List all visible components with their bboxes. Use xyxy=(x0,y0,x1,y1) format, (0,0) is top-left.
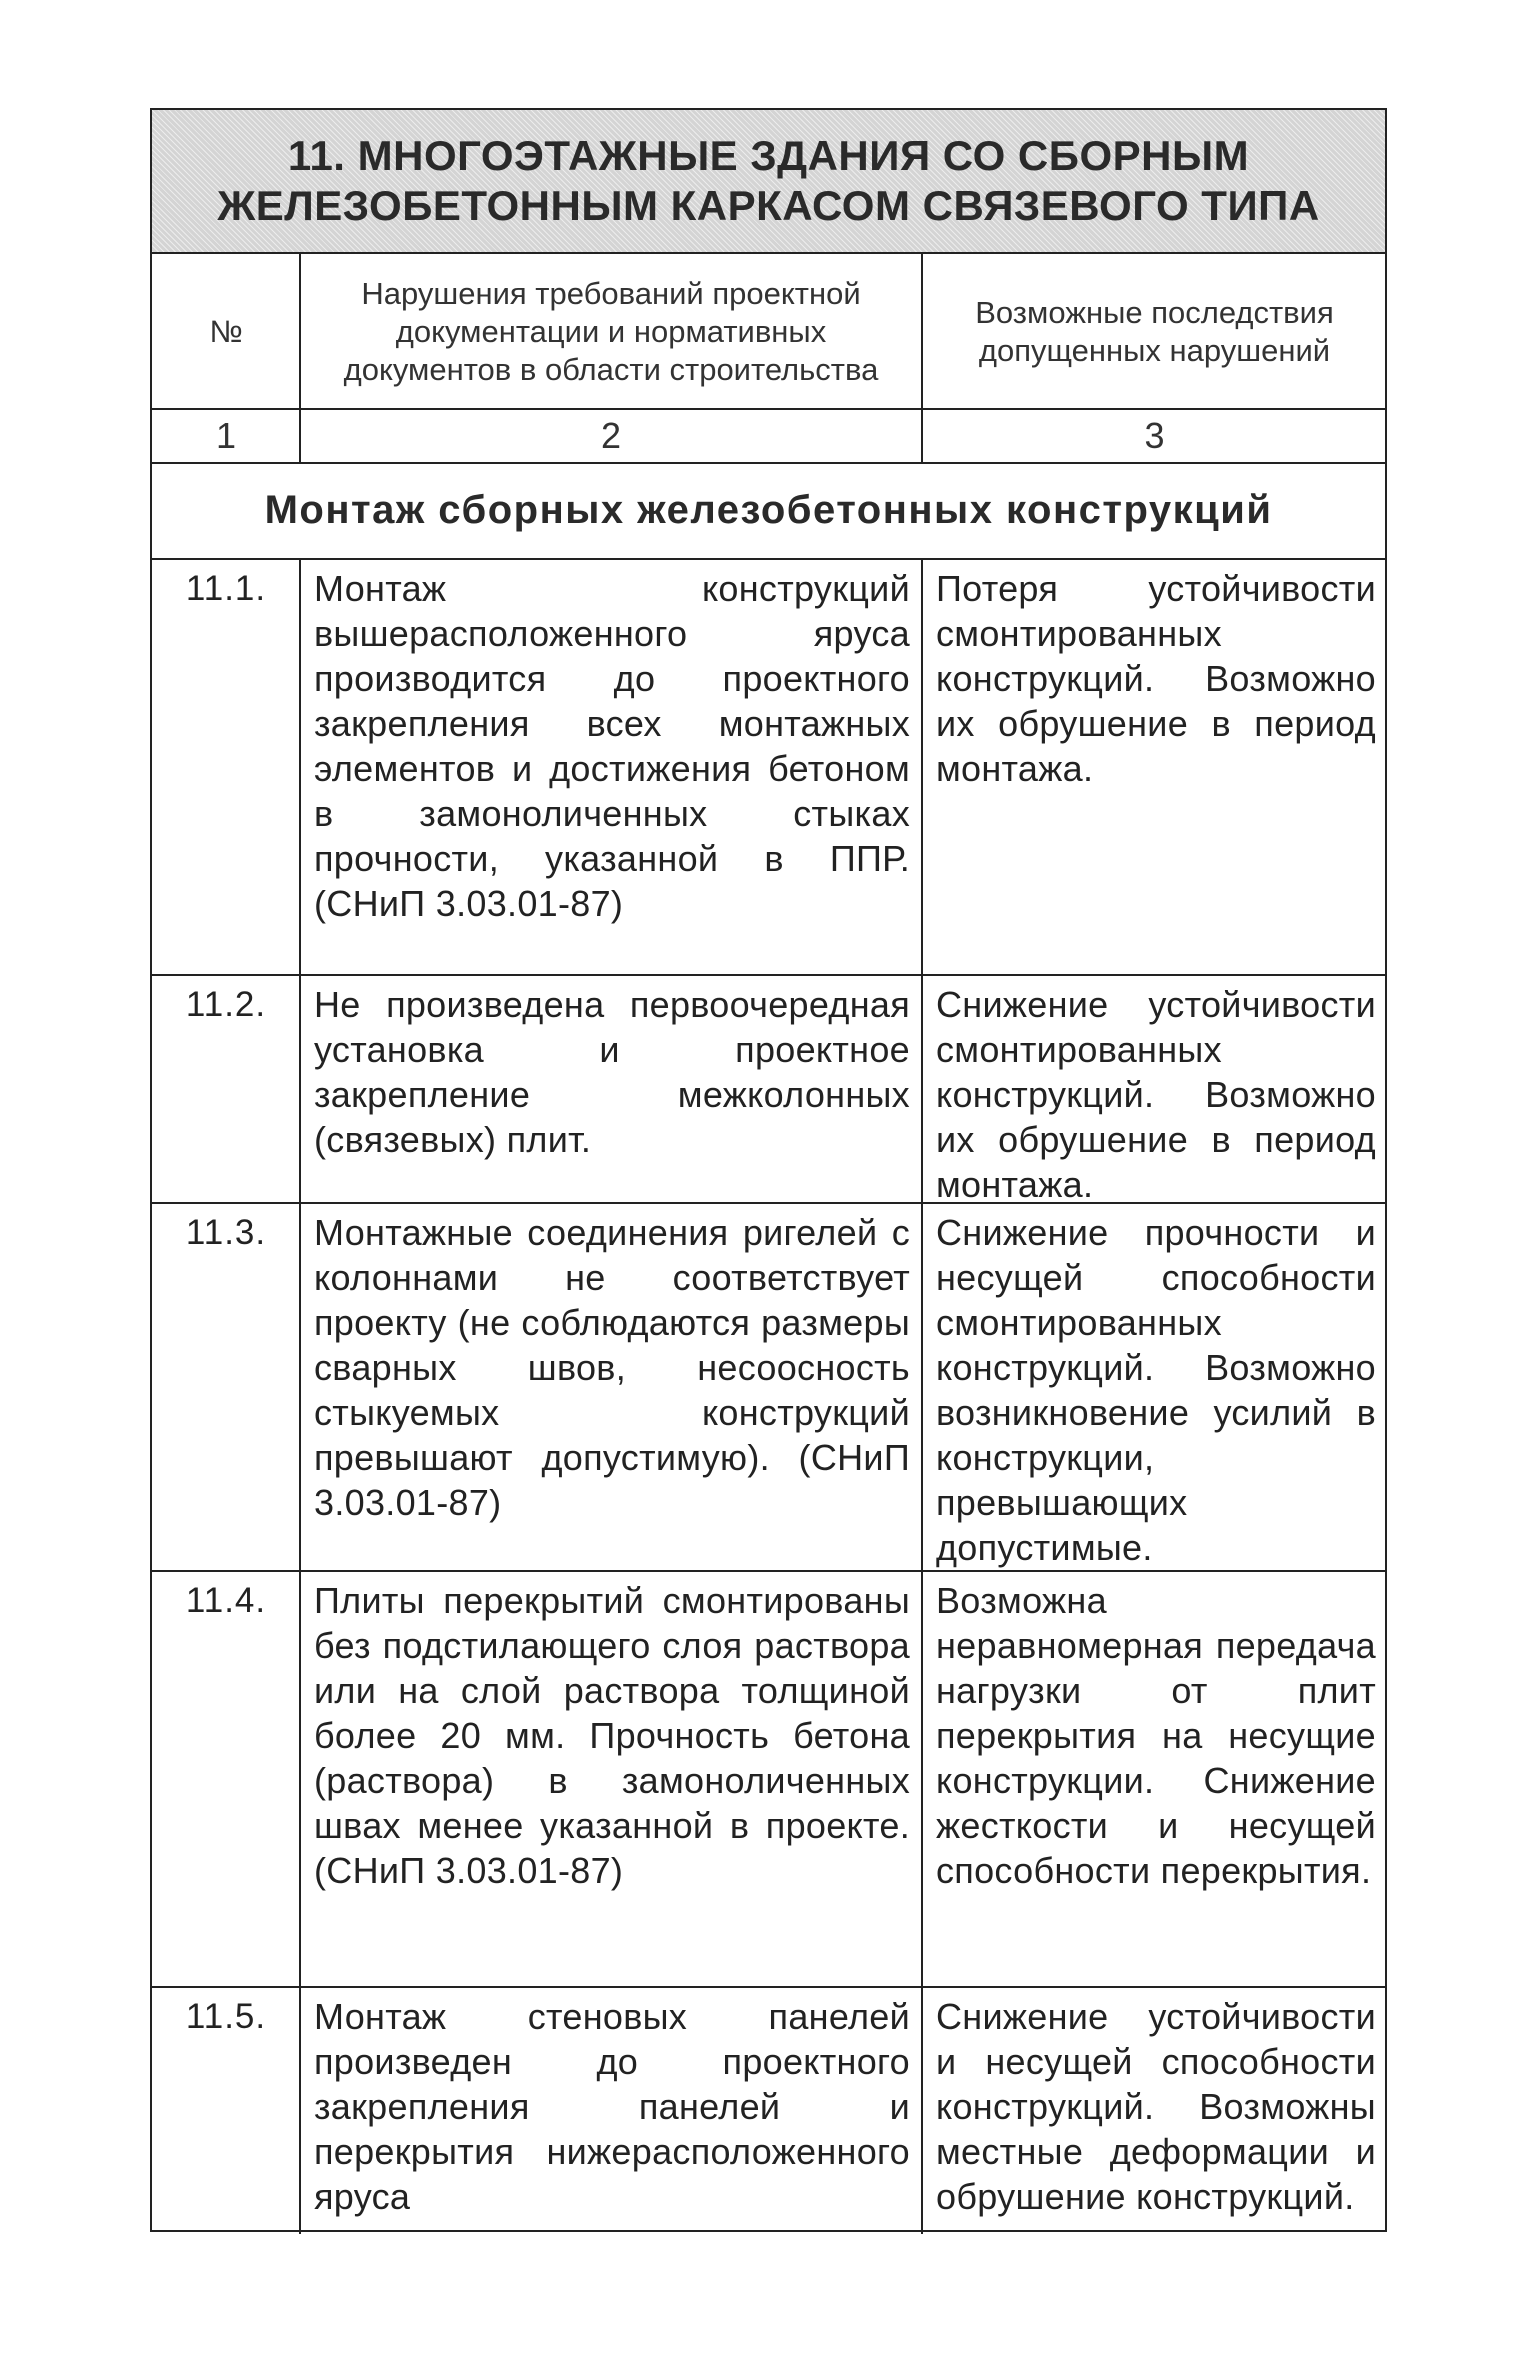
section-divider xyxy=(152,558,1385,560)
row-violation: Монтаж стеновых панелей произведен до проектного закрепления панелей и перекрытия нижерасположенного яруса xyxy=(314,1996,910,2217)
row-consequence: Снижение устойчивости смонтированных конструкций. Возможно их обрушение в период монтажа. xyxy=(936,984,1376,1205)
row-violation: Монтаж конструкций вышерасположенного яруса производится до проектного закрепления всех монтажных элементов и достижения бетоном в замоноличенных стыках прочности, указанной в ППР. (СНиП 3.03.01-87) xyxy=(314,568,910,924)
index-divider xyxy=(152,462,1385,464)
row-consequence: Возможна неравномерная передача нагрузки от плит перекрытия на несущие конструкции. Снижение жесткости и несущей способности перекрытия. xyxy=(936,1580,1376,1891)
header-num: № xyxy=(209,314,243,349)
row-violation: Не произведена первоочередная установка и проектное закрепление межколонных (связевых) плит. xyxy=(314,984,910,1160)
row-number: 11.2. xyxy=(185,985,267,1024)
header-violations: Нарушения требований проектной документации и нормативных документов в области строительства xyxy=(343,276,879,387)
regulation-table xyxy=(150,108,1387,2232)
row-number: 11.5. xyxy=(185,1997,267,2036)
row-divider xyxy=(152,974,1385,976)
row-divider xyxy=(152,1570,1385,1572)
body-col-divider-1 xyxy=(299,558,301,2234)
header-col-divider-2 xyxy=(921,254,923,462)
section-title: Монтаж сборных железобетонных конструкций xyxy=(264,488,1273,532)
column-index-3: 3 xyxy=(1144,415,1165,456)
body-col-divider-2 xyxy=(921,558,923,2234)
row-number: 11.1. xyxy=(185,569,267,608)
row-violation: Плиты перекрытий смонтированы без подстилающего слоя раствора или на слой раствора толщиной более 20 мм. Прочность бетона (раствора) в замоноличенных швах менее указанной в проекте. (СНиП 3.03.01-87) xyxy=(314,1580,910,1891)
table-title-line-2: ЖЕЛЕЗОБЕТОННЫМ КАРКАСОМ СВЯЗЕВОГО ТИПА xyxy=(217,182,1320,229)
header-consequences: Возможные последствия допущенных нарушений xyxy=(975,295,1334,368)
row-consequence: Снижение устойчивости и несущей способности конструкций. Возможны местные деформации и обрушение конструкций. xyxy=(936,1996,1376,2217)
column-index-2: 2 xyxy=(600,415,622,456)
header-col-divider-1 xyxy=(299,254,301,462)
row-consequence: Снижение прочности и несущей способности смонтированных конструкций. Возможно возникновение усилий в конструкции, превышающих допустимые. xyxy=(936,1212,1376,1568)
row-violation: Монтажные соединения ригелей с колоннами не соответствует проекту (не соблюдаются размеры сварных швов, несоосность стыкуемых конструкций превышают допустимую). (СНиП 3.03.01-87) xyxy=(314,1212,910,1523)
row-number: 11.3. xyxy=(185,1213,267,1252)
table-title-line-1: 11. МНОГОЭТАЖНЫЕ ЗДАНИЯ СО СБОРНЫМ xyxy=(287,132,1250,179)
row-divider xyxy=(152,1986,1385,1988)
row-number: 11.4. xyxy=(185,1581,267,1620)
table-title-band xyxy=(152,110,1385,254)
row-divider xyxy=(152,1202,1385,1204)
row-consequence: Потеря устойчивости смонтированных конструкций. Возможно их обрушение в период монтажа. xyxy=(936,568,1376,789)
column-index-1: 1 xyxy=(215,415,237,456)
